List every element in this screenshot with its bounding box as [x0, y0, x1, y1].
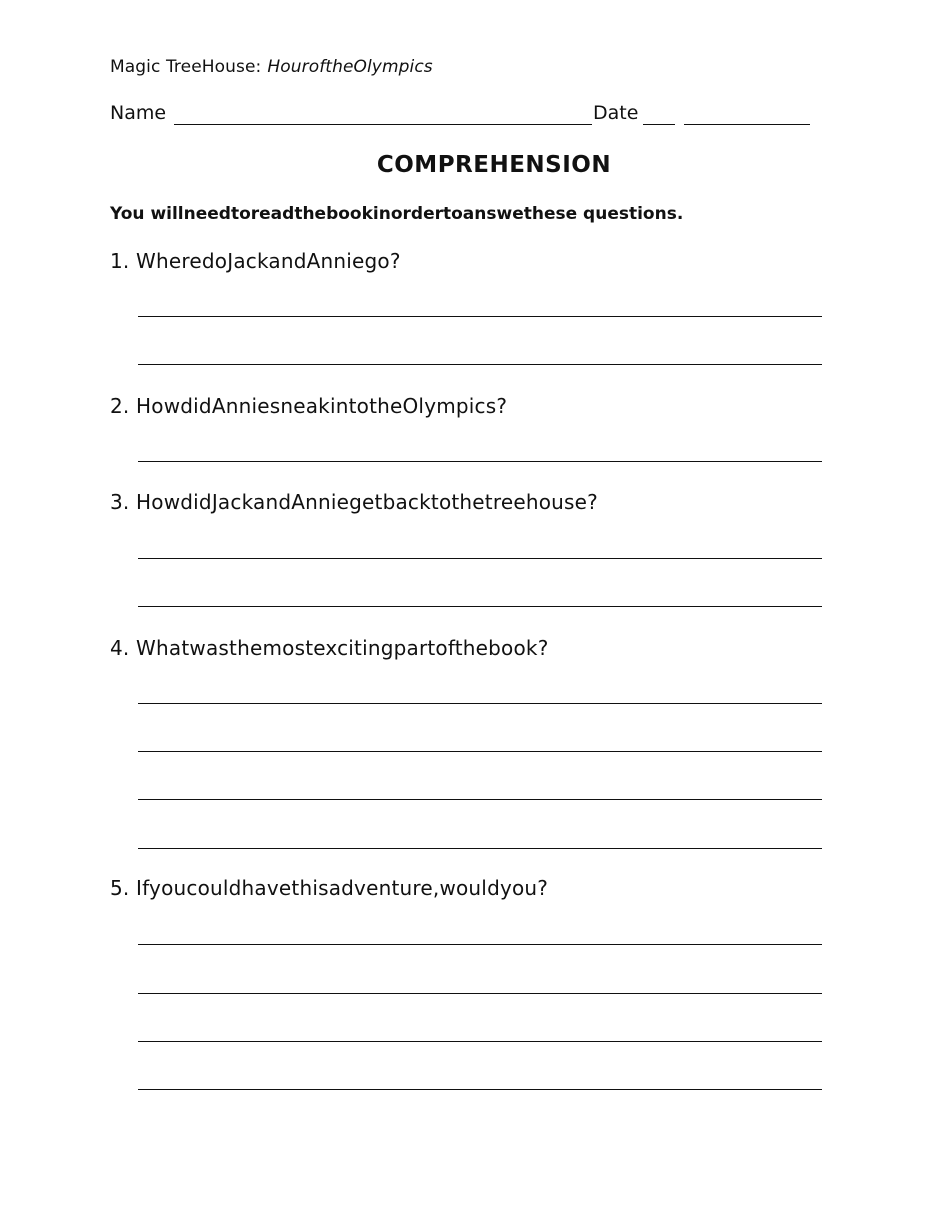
answer-line[interactable] — [138, 1089, 822, 1090]
answer-line[interactable] — [138, 606, 822, 607]
date-label: Date — [593, 102, 639, 124]
answer-line[interactable] — [138, 316, 822, 317]
book-title: HouroftheOlympics — [267, 57, 433, 77]
question-text: HowdidAnniesneakintotheOlympics? — [136, 394, 508, 418]
page-title: COMPREHENSION — [376, 152, 612, 178]
answer-line[interactable] — [138, 799, 822, 800]
question-text: Ifyoucouldhavethisadventure,wouldyou? — [136, 876, 549, 900]
question-number: 4. — [110, 636, 130, 660]
instructions-text: You willneedtoreadthebookinordertoanswethese questions. — [110, 204, 684, 224]
answer-line[interactable] — [138, 1041, 822, 1042]
question-number: 2. — [110, 394, 130, 418]
answer-line[interactable] — [138, 461, 822, 462]
name-date-row — [110, 102, 812, 128]
question-3 — [110, 490, 598, 514]
question-number: 1. — [110, 249, 130, 273]
worksheet-header — [110, 57, 433, 77]
answer-line[interactable] — [138, 364, 822, 365]
question-4 — [110, 636, 549, 660]
answer-line[interactable] — [138, 944, 822, 945]
answer-line[interactable] — [138, 703, 822, 704]
question-text: HowdidJackandAnniegetbacktothetreehouse? — [136, 490, 598, 514]
answer-line[interactable] — [138, 848, 822, 849]
date-blank-short[interactable] — [643, 124, 675, 125]
answer-line[interactable] — [138, 993, 822, 994]
question-5 — [110, 876, 548, 900]
question-text: WheredoJackandAnniego? — [136, 249, 401, 273]
date-blank[interactable] — [684, 124, 810, 125]
question-text: Whatwasthemostexcitingpartofthebook? — [136, 636, 549, 660]
question-1 — [110, 249, 401, 273]
name-label: Name — [110, 102, 167, 124]
answer-line[interactable] — [138, 558, 822, 559]
question-number: 5. — [110, 876, 130, 900]
question-number: 3. — [110, 490, 130, 514]
answer-line[interactable] — [138, 751, 822, 752]
question-2 — [110, 394, 507, 418]
series-label: Magic TreeHouse: — [110, 57, 262, 77]
name-blank[interactable] — [174, 124, 592, 125]
